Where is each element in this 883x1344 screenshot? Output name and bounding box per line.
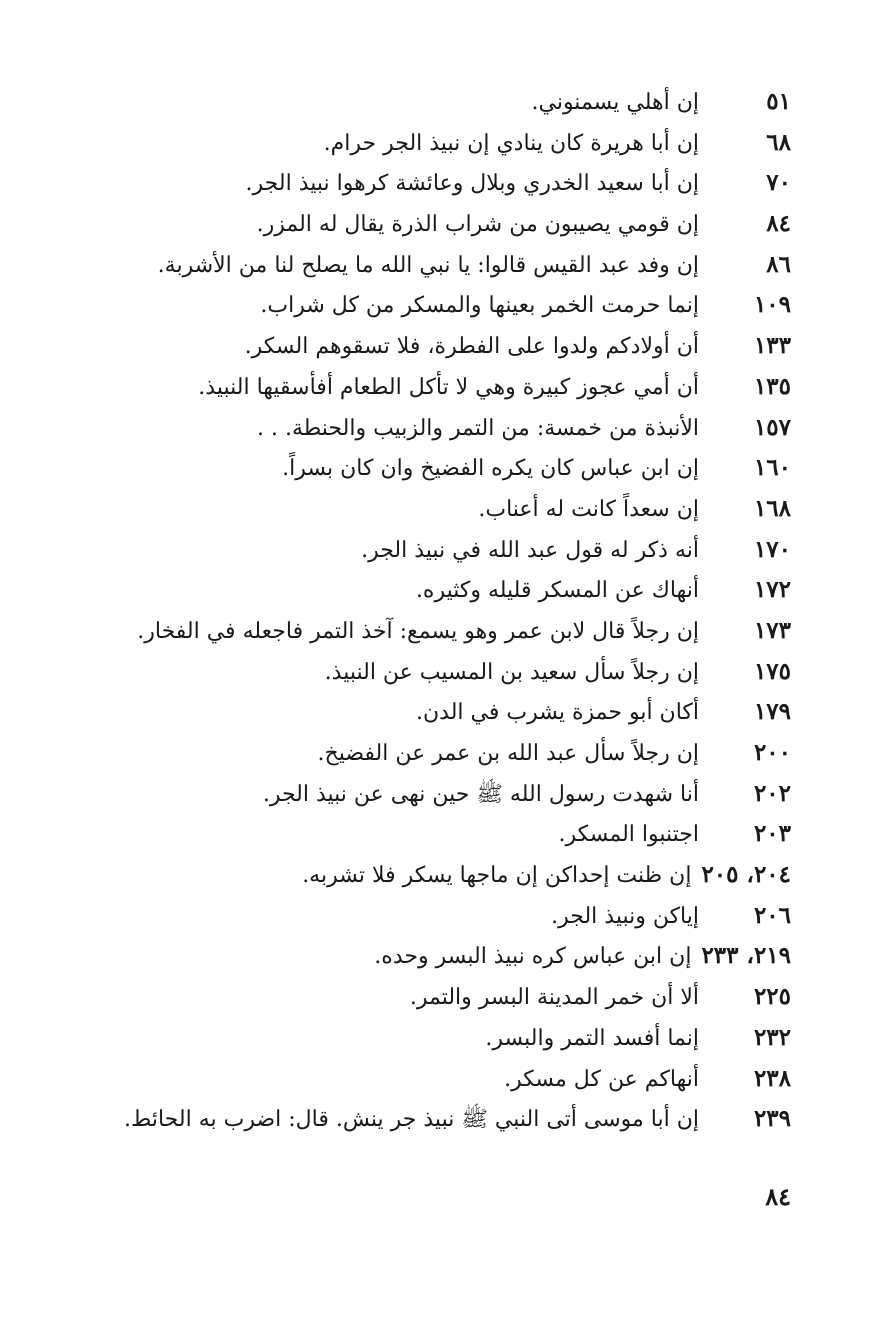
hadith-index-list [31, 82, 791, 1140]
index-entry [31, 245, 791, 286]
entry-text: إن وفد عبد القيس قالوا: يا نبي الله ما يصلح لنا من الأشربة. [157, 252, 699, 278]
entry-number: ١٣٥ [753, 372, 791, 400]
entry-number: ٥١ [766, 88, 791, 115]
entry-number: ٢٣٩ [753, 1105, 791, 1133]
index-entry [31, 570, 791, 611]
entry-text: إن رجلاً سأل عبد الله بن عمر عن الفضيخ. [317, 741, 699, 766]
index-entry [31, 855, 791, 896]
entry-number: ٢٢٥ [753, 983, 791, 1011]
entry-text: إن ابن عباس كان يكره الفضيخ وان كان بسراً. [282, 456, 699, 482]
entry-text: إن قومي يصيبون من شراب الذرة يقال له المزر. [256, 212, 699, 238]
entry-text: أنهاك عن المسكر قليله وكثيره. [415, 578, 699, 604]
index-entry [31, 326, 791, 367]
entry-text: أكان أبو حمزة يشرب في الدن. [416, 700, 699, 726]
entry-text: أنا شهدت رسول الله ﷺ حين نهى عن نبيذ الجر. [262, 781, 699, 807]
entry-number: ١٧٣ [753, 616, 791, 644]
entry-number: ٢٠٠ [753, 739, 791, 766]
index-entry [31, 408, 791, 449]
entry-text: إن رجلاً قال لابن عمر وهو يسمع: آخذ التمر فاجعله في الفخار. [137, 618, 699, 644]
entry-number: ٦٨ [766, 128, 791, 156]
index-entry [31, 814, 791, 855]
entry-number: ١٣٣ [753, 332, 791, 360]
entry-number: ٧٠ [766, 169, 791, 197]
entry-number: ١٧٢ [753, 576, 791, 604]
entry-number: ٢٠٣ [753, 820, 791, 848]
entry-number: ١٠٩ [753, 291, 791, 319]
index-entry [31, 733, 791, 774]
index-entry [31, 1018, 791, 1059]
index-entry [31, 448, 791, 489]
index-entry [31, 692, 791, 733]
entry-number: ١٦٨ [753, 494, 791, 522]
entry-number: ١٧٠ [753, 535, 791, 563]
page-number: ٨٤ [765, 1182, 791, 1211]
index-entry [31, 163, 791, 204]
entry-number: ٨٦ [766, 250, 791, 278]
entry-text: إن ابن عباس كره نبيذ البسر وحده. [374, 944, 692, 970]
entry-text: ألا أن خمر المدينة البسر والتمر. [409, 985, 699, 1011]
entry-text: أن أمي عجوز كبيرة وهي لا تأكل الطعام أفأسقيها النبيذ. [198, 374, 699, 400]
entry-text: إن رجلاً سأل سعيد بن المسيب عن النبيذ. [324, 659, 699, 685]
entry-text: إن أبا هريرة كان ينادي إن نبيذ الجر حرام. [323, 130, 699, 156]
index-entry [31, 489, 791, 530]
entry-text: إن أهلي يسمنوني. [531, 90, 699, 115]
entry-text: إن أبا سعيد الخدري وبلال وعائشة كرهوا نبيذ الجر. [245, 171, 699, 197]
index-entry [31, 285, 791, 326]
entry-number: ١٦٠ [753, 454, 791, 482]
index-entry [31, 123, 791, 164]
entry-number: ٨٤ [766, 210, 791, 238]
index-entry [31, 367, 791, 408]
entry-number: ١٧٩ [753, 698, 791, 726]
index-entry [31, 936, 791, 977]
index-entry [31, 977, 791, 1018]
entry-number: ١٧٥ [753, 657, 791, 685]
entry-text: أنه ذكر له قول عبد الله في نبيذ الجر. [361, 537, 699, 563]
entry-number: ١٥٧ [753, 413, 791, 441]
entry-text: الأنبذة من خمسة: من التمر والزبيب والحنطة. . . [256, 415, 699, 441]
entry-text: إن ظنت إحداكن إن ماجها يسكر فلا تشربه. [302, 863, 692, 889]
entry-text: اجتنبوا المسكر. [558, 822, 699, 848]
entry-text: إنما حرمت الخمر بعينها والمسكر من كل شراب. [260, 293, 699, 319]
entry-text: إنما أفسد التمر والبسر. [485, 1025, 699, 1051]
entry-text: أنهاكم عن كل مسكر. [504, 1066, 699, 1092]
entry-text: إياكن ونبيذ الجر. [551, 903, 699, 929]
entry-text: إن سعداً كانت له أعناب. [478, 496, 699, 522]
entry-text: إن أبا موسى أتى النبي ﷺ نبيذ جر ينش. قال: اضرب به الحائط. [123, 1107, 699, 1133]
index-entry [31, 82, 791, 123]
entry-number: ٢٠٢ [753, 779, 791, 807]
index-entry [31, 1059, 791, 1100]
entry-number: ٢٣٨ [753, 1064, 791, 1092]
entry-number: ٢١٩، ٢٣٣ [701, 942, 791, 970]
entry-number: ٢٣٢ [753, 1023, 791, 1051]
index-entry [31, 896, 791, 937]
index-entry [31, 652, 791, 693]
entry-number: ٢٠٤، ٢٠٥ [701, 861, 791, 889]
index-entry [31, 530, 791, 571]
index-entry [31, 774, 791, 815]
entry-text: أن أولادكم ولدوا على الفطرة، فلا تسقوهم السكر. [244, 334, 699, 360]
index-entry [31, 611, 791, 652]
index-entry [31, 204, 791, 245]
entry-number: ٢٠٦ [753, 901, 791, 929]
index-entry [31, 1099, 791, 1140]
